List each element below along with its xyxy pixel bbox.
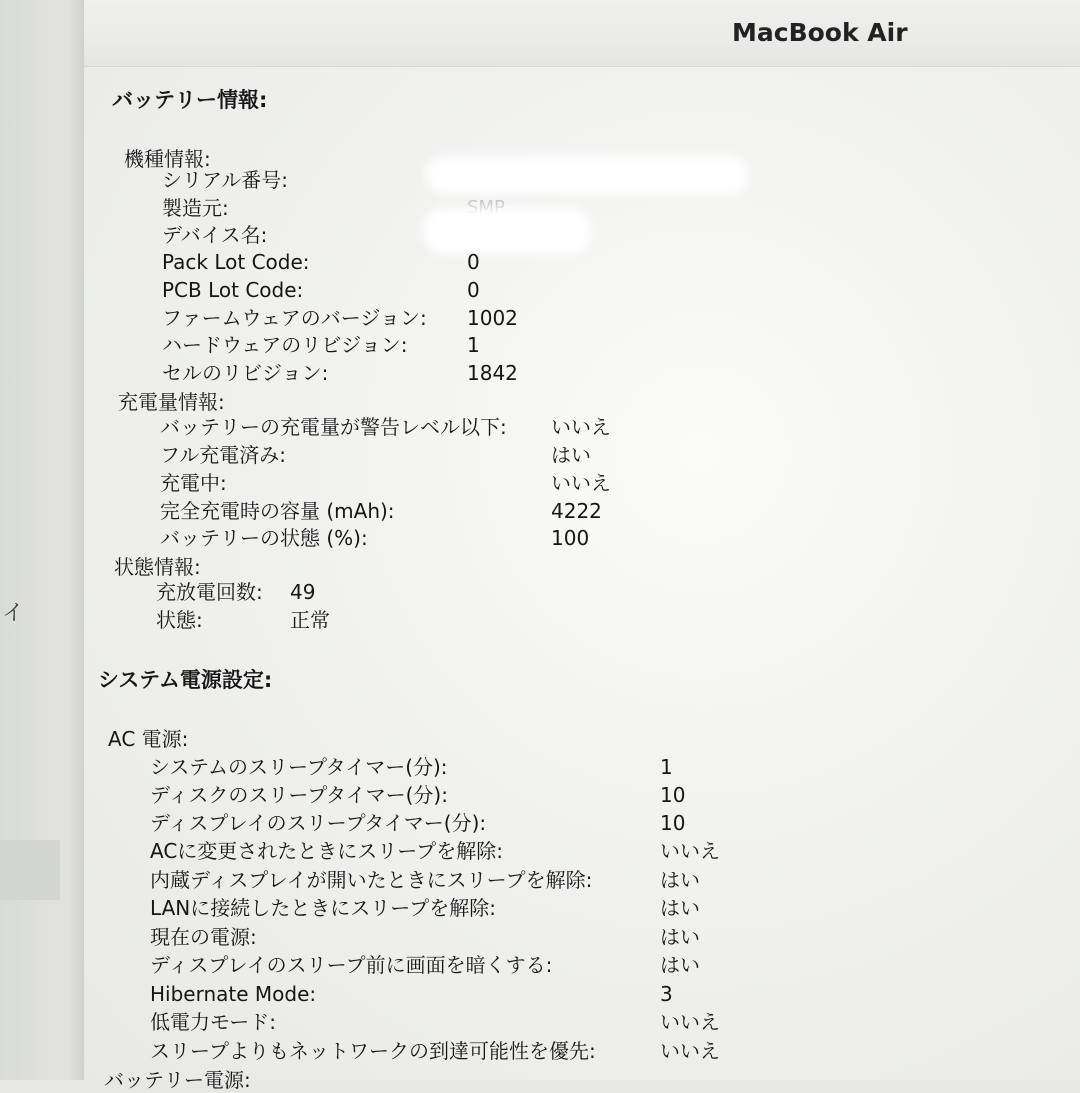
info-row-value: いいえ xyxy=(551,471,611,495)
info-row-value: 1002 xyxy=(467,306,518,330)
redaction-blur xyxy=(426,156,748,194)
info-row-value: 1 xyxy=(467,333,480,357)
info-row-value: 正常 xyxy=(290,608,330,632)
info-row-value: はい xyxy=(660,896,700,920)
info-row-value: 1842 xyxy=(467,361,518,385)
info-row-value: いいえ xyxy=(660,1039,720,1063)
info-row-label: 製造元: xyxy=(162,196,229,220)
info-row-label: フル充電済み: xyxy=(160,443,286,467)
battery-info-heading: バッテリー情報: xyxy=(112,88,268,112)
info-row-label: 低電力モード: xyxy=(150,1010,276,1034)
info-row-value: いいえ xyxy=(660,839,720,863)
info-row-value: はい xyxy=(660,868,700,892)
info-row-value: 49 xyxy=(290,580,316,604)
info-row-label: ディスクのスリープタイマー(分): xyxy=(150,783,448,807)
charge-info-heading: 充電量情報: xyxy=(118,390,225,414)
info-row-label: ハードウェアのリビジョン: xyxy=(162,333,408,357)
info-row-value: はい xyxy=(660,953,700,977)
window-titlebar xyxy=(84,0,1080,67)
info-row-label: スリープよりもネットワークの到達可能性を優先: xyxy=(150,1039,596,1063)
window-title: MacBook Air xyxy=(732,18,908,47)
info-row-label: 状態: xyxy=(156,608,203,632)
info-row-label: 充電中: xyxy=(160,471,227,495)
battery-power-heading: バッテリー電源: xyxy=(104,1068,251,1092)
info-row-value: はい xyxy=(660,925,700,949)
info-row-value: 1 xyxy=(660,755,673,779)
info-row-label: デバイス名: xyxy=(162,223,268,247)
info-row-value: 3 xyxy=(660,982,673,1006)
info-row-value: いいえ xyxy=(551,415,611,439)
info-row-label: 充放電回数: xyxy=(156,580,263,604)
redaction-blur xyxy=(424,208,590,254)
system-report-window xyxy=(84,0,1080,1092)
info-row-label: LANに接続したときにスリープを解除: xyxy=(150,896,496,920)
info-row-value: 0 xyxy=(467,250,480,274)
info-row-value: 100 xyxy=(551,526,590,550)
info-row-label: Pack Lot Code: xyxy=(162,250,310,274)
sidebar-fragment-text: イ xyxy=(2,601,25,626)
info-row-value: 0 xyxy=(467,278,480,302)
info-row-label: 現在の電源: xyxy=(150,925,257,949)
power-settings-heading: システム電源設定: xyxy=(98,668,273,692)
info-row-label: ディスプレイのスリープタイマー(分): xyxy=(150,811,487,835)
sidebar-shade xyxy=(0,840,60,900)
info-row-label: システムのスリープタイマー(分): xyxy=(150,755,448,779)
status-info-heading: 状態情報: xyxy=(114,555,201,579)
info-row-label: バッテリーの状態 (%): xyxy=(160,526,368,550)
sidebar-strip xyxy=(0,0,85,1080)
ac-power-heading: AC 電源: xyxy=(108,727,189,751)
info-row-label: バッテリーの充電量が警告レベル以下: xyxy=(160,415,507,439)
info-row-value: いいえ xyxy=(660,1010,720,1034)
info-row-label: Hibernate Mode: xyxy=(150,982,317,1006)
info-row-label: 内蔵ディスプレイが開いたときにスリープを解除: xyxy=(150,868,593,892)
info-row-label: ACに変更されたときにスリープを解除: xyxy=(150,839,504,863)
model-info-heading: 機種情報: xyxy=(124,147,211,171)
info-row-label: シリアル番号: xyxy=(162,168,288,192)
info-row-value: 10 xyxy=(660,783,686,807)
info-row-value: 10 xyxy=(660,811,686,835)
info-row-label: セルのリビジョン: xyxy=(162,361,329,385)
info-row-label: ファームウェアのバージョン: xyxy=(162,306,427,330)
info-row-value: はい xyxy=(551,443,591,467)
info-row-label: PCB Lot Code: xyxy=(162,278,304,302)
info-row-label: 完全充電時の容量 (mAh): xyxy=(160,499,395,523)
info-row-value: 4222 xyxy=(551,499,602,523)
info-row-label: ディスプレイのスリープ前に画面を暗くする: xyxy=(150,953,553,977)
